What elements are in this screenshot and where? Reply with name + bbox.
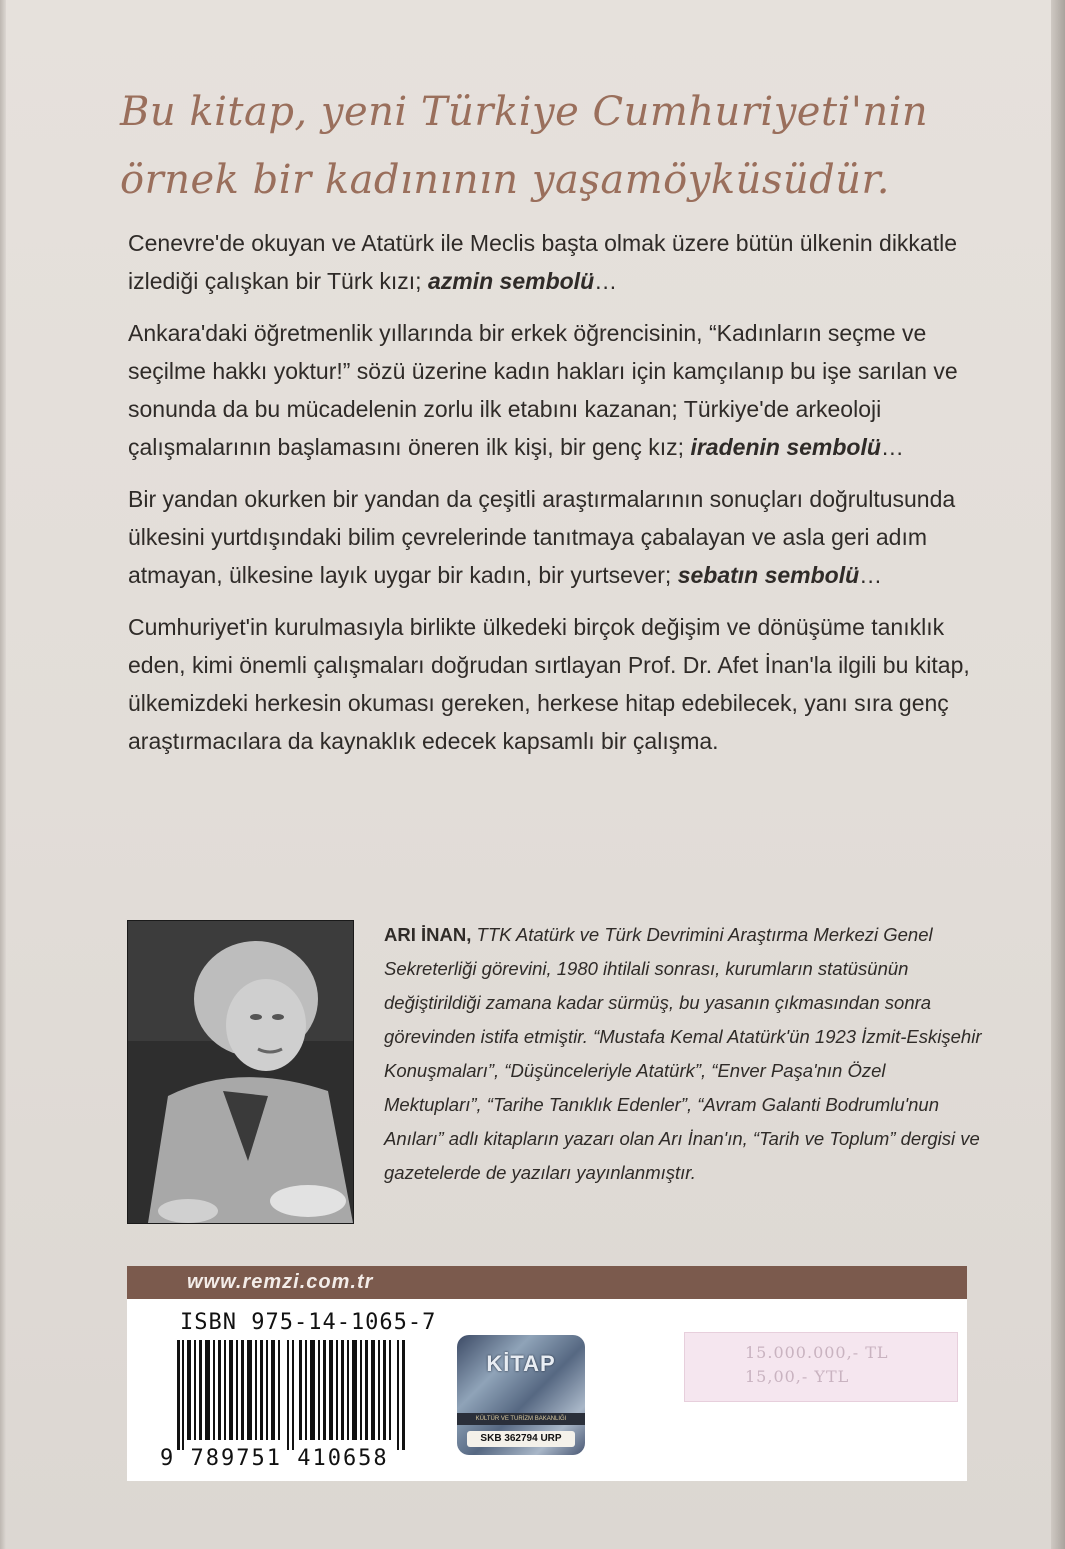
headline-line-2: örnek bir kadınının yaşamöyküsüdür. bbox=[120, 157, 890, 203]
price-sticker bbox=[684, 1332, 958, 1402]
blurb-paragraph-3 bbox=[128, 480, 978, 594]
ministry-hologram-sticker bbox=[457, 1335, 585, 1455]
author-photo-illustration bbox=[128, 921, 353, 1223]
ean-number: 9 789751 410658 bbox=[160, 1446, 389, 1471]
paragraph-text: Cenevre'de okuyan ve Atatürk ile Meclis başta olmak üzere bütün ülkenin dikkatle izlediği çalışkan bir Türk kızı; bbox=[128, 230, 958, 294]
hologram-serial: SKB 362794 URP bbox=[467, 1431, 575, 1447]
paragraph-emphasis: azmin sembolü bbox=[427, 268, 595, 294]
hologram-title: KİTAP bbox=[486, 1351, 556, 1376]
cover-left-edge bbox=[0, 0, 6, 1549]
blurb-paragraph-1 bbox=[128, 224, 978, 300]
isbn-label: ISBN 975-14-1065-7 bbox=[180, 1310, 437, 1335]
author-photo bbox=[127, 920, 354, 1224]
cover-right-edge bbox=[1051, 0, 1065, 1549]
paragraph-tail: … bbox=[594, 268, 618, 294]
paragraph-text: Ankara'daki öğretmenlik yıllarında bir erkek öğrencisinin, “Kadınların seçme ve seçilme hakkı yoktur!” sözü üzerine kadın hakları için kamçılanıp bu işe sarılan ve sonunda da bu mücadelenin zorlu ilk etabını kazanan; Türkiye'de arkeoloji çalışmalarının başlamasını öneren ilk kişi, bir genç kız; bbox=[128, 320, 958, 460]
author-bio-text: TTK Atatürk ve Türk Devrimini Araştırma Merkezi Genel Sekreterliği görevini, 1980 ihtilali sonrası, kurumların statüsünün değiştirildiği zamana kadar sürmüş, bu yasanın çıkmasından sonra görevinden istifa etmiştir. “Mustafa Kemal Atatürk'ün 1923 İzmit-Eskişehir Konuşmaları”, “Düşünceleriyle Atatürk”, “Enver Paşa'nın Özel Mektupları”, “Tarihe Tanıklık Edenler”, “Avram Galanti Bodrumlu'nun Anıları” adlı kitapların yazarı olan Arı İnan'ın, “Tarih ve Toplum” dergisi ve gazetelerde de yazıları yayınlanmıştır. bbox=[384, 924, 982, 1183]
paragraph-emphasis: sebatın sembolü bbox=[677, 562, 860, 588]
price-line-2: 15,00,- YTL bbox=[745, 1367, 850, 1386]
blurb-paragraph-2 bbox=[128, 314, 978, 466]
publisher-url-band bbox=[127, 1266, 967, 1299]
cover-headline bbox=[120, 78, 960, 214]
paragraph-emphasis: iradenin sembolü bbox=[690, 434, 881, 460]
barcode bbox=[175, 1340, 410, 1450]
blurb-paragraph-4 bbox=[128, 608, 978, 760]
blurb bbox=[128, 224, 978, 774]
price-line-1: 15.000.000,- TL bbox=[745, 1343, 889, 1362]
headline-line-1: Bu kitap, yeni Türkiye Cumhuriyeti'nin bbox=[120, 89, 929, 135]
publisher-url[interactable]: www.remzi.com.tr bbox=[187, 1271, 374, 1293]
hologram-ministry: KÜLTÜR VE TURİZM BAKANLIĞI bbox=[457, 1413, 585, 1425]
paragraph-text: Cumhuriyet'in kurulmasıyla birlikte ülkedeki birçok değişim ve dönüşüme tanıklık eden, kimi önemli çalışmaları doğrudan sırtlayan Prof. Dr. Afet İnan'la ilgili bu kitap, ülkemizdeki herkesin okuması gereken, herkese hitap edebilecek, yanı sıra genç araştırmacılara da kaynaklık edecek kapsamlı bir çalışma. bbox=[128, 614, 970, 754]
paragraph-tail: … bbox=[859, 562, 883, 588]
paragraph-text: Bir yandan okurken bir yandan da çeşitli araştırmalarının sonuçları doğrultusunda ülkesini yurtdışındaki bilim çevrelerinde tanıtmaya çabalayan ve asla geri adım atmayan, ülkesine layık uygar bir kadın, bir yurtsever; bbox=[128, 486, 956, 588]
paragraph-tail: … bbox=[880, 434, 904, 460]
author-bio bbox=[384, 918, 984, 1190]
author-name: ARI İNAN, bbox=[384, 924, 472, 945]
